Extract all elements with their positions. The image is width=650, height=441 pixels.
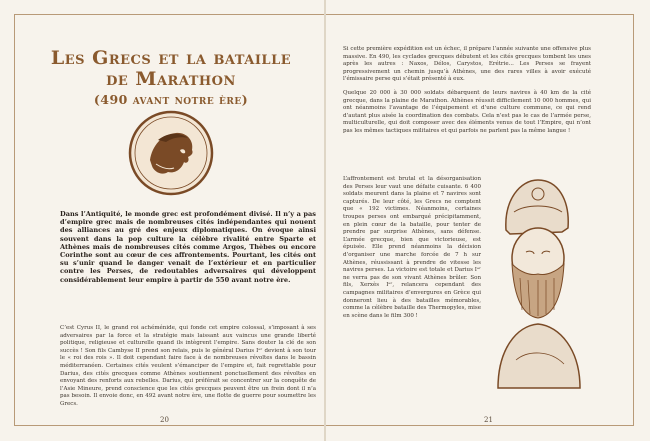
left-body-paragraph: C’est Cyrus II, le grand roi achéménide, qui fonde cet empire colossal, s’imposant à ses adversaires par la force et la stratégie mais laissant aux vaincus une grande liberté politique, religieuse et culturelle quand ils intègrent l’empire. Sans douter la clé de son succès ! Son fils Cambyse II prend son relais, puis le général Darius Iᵉʳ devient à son tour le « roi des rois ». Il doit cependant faire face à de nombreuses révoltes dans le bassin méditerranéen. Certaines cités veulent s’émanciper de l’empire et, fait regrettable pour Darius, des cités grecques comme Athènes soutiennent ponctuellement des révoltes en envoyant des renforts aux rebelles. Darius, qui préférait se concentrer sur la conquête de l’Asie Mineure, prend conscience que les cités grecques peuvent être un frein dont il n’a pas besoin. Il envoie donc, en 492 avant notre ère, une flotte de guerre pour soumettre les Grecs. bbox=[60, 325, 316, 407]
page-number-left: 20 bbox=[160, 416, 169, 424]
right-paragraph-1: Si cette première expédition est un échec, il prépare l’année suivante une offensive plus massive. En 490, les cyclades grecques débutent et les cités grecques tombent les unes après les autres : Naxos, Délos, Carystos, Erétrie... Les Perses se frayent progressivement un chemin jusqu’à Athènes, une des rares villes à avoir exécuté l’émissaire perse qui s’était présenté à eux. bbox=[343, 46, 591, 83]
book-gutter bbox=[324, 0, 326, 441]
right-wrapped-column bbox=[343, 176, 481, 320]
right-paragraph-2: Quelque 20 000 à 30 000 soldats débarquent de leurs navires à 40 km de la cité grecque, dans la plaine de Marathon. Athènes réussit difficilement 10 000 hommes, qui ont néanmoins l’avantage de l’équipement et d’une culture commune, ce qui rend d’autant plus aisée la coordination des combats. Cela n’est pas le cas de l’armée perse, multiculturelle, qui doit composer avec des éléments venus de tout l’Empire, qui n’ont pas les mêmes tactiques militaires et qui parfois ne parlent pas la même langue ! bbox=[343, 89, 591, 134]
title-line-1: Les Grecs et la bataille de Marathon bbox=[50, 47, 292, 90]
title-line-2: (490 avant notre ère) bbox=[93, 92, 249, 107]
page-number-right: 21 bbox=[484, 416, 493, 424]
right-text-column bbox=[343, 46, 591, 142]
right-paragraph-3: L’affrontement est brutal et la désorganisation des Perses leur vaut une défaite cuisante. 6 400 soldats meurent dans la plaine et 7 navires sont capturés. De leur côté, les Grecs ne comptent que « 192 victimes. Néanmoins, certaines troupes perses ont embarqué précipitamment, en plein cœur de la bataille, pour tenter de prendre par surprise Athènes, sans défense. L’armée grecque, bien que victorieuse, est épuisée. Elle prend néanmoins la décision d’organiser une marche forcée de 7 h sur Athènes, réussissant à prendre de vitesse les navires perses. La victoire est totale et Darius Iᵉʳ ne verra pas de son vivant Athènes brûler. Son fils, Xerxès Iᵉʳ, relancera cependant des campagnes militaires d’envergures en Grèce qui donneront lieu à des batailles mémorables, comme la célèbre bataille des Thermopyles, mise en scène dans le film 300 ! bbox=[343, 176, 481, 319]
chapter-title bbox=[40, 48, 302, 107]
greek-coin-illustration bbox=[128, 110, 214, 196]
intro-paragraph: Dans l’Antiquité, le monde grec est profondément divisé. Il n’y a pas d’empire grec mais de nombreuses cités indépendantes qui nouent des alliances au gré des enjeux diplomatiques. On évoque ainsi souvent dans la pop culture la célèbre rivalité entre Sparte et Athènes mais de nombreuses cités comme Argos, Thèbes ou encore Corinthe sont au cœur de ces affrontements. Pourtant, les cités ont su s’unir quand le danger venait de l’extérieur et en particulier contre les Perses, de redoutables adversaires qui développent considérablement leur empire à partir de 550 avant notre ère. bbox=[60, 210, 316, 284]
greek-bust-illustration bbox=[476, 160, 596, 390]
